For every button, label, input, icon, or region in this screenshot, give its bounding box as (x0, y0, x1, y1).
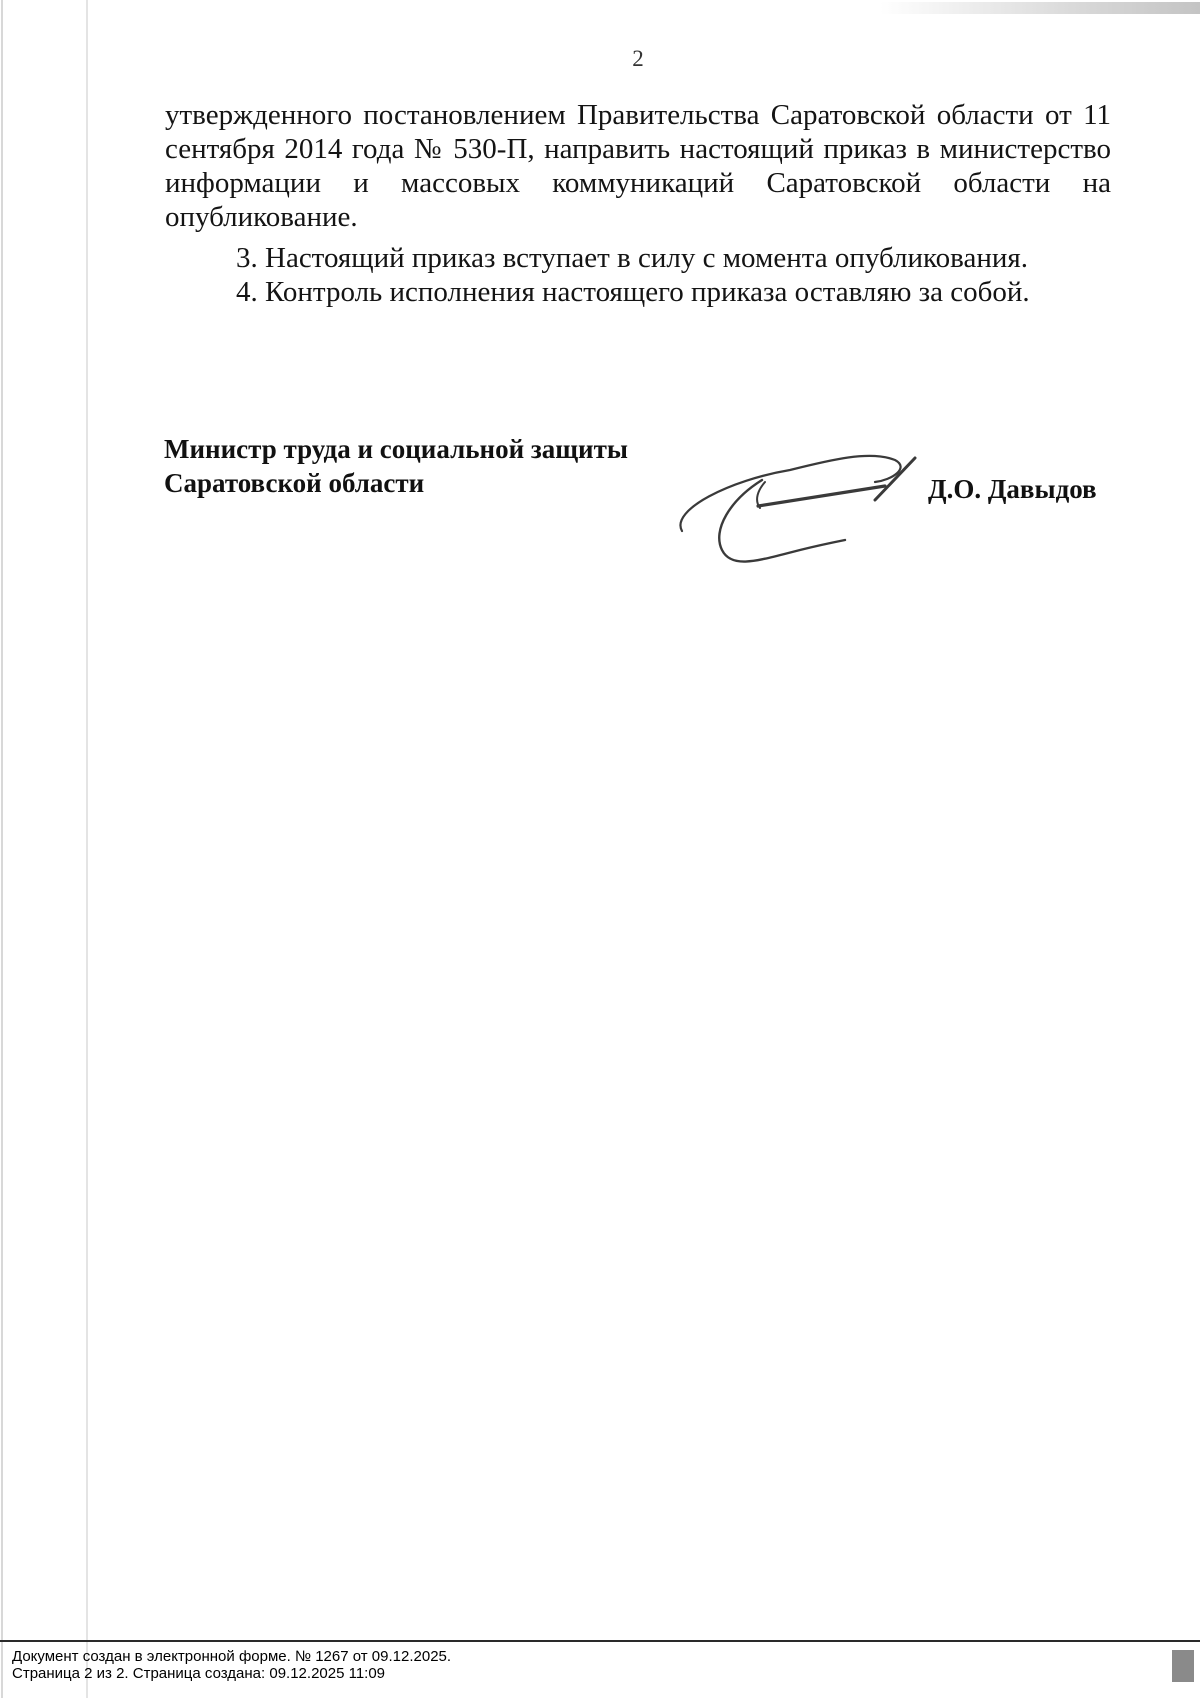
signature-stroke-loop (680, 456, 900, 531)
scan-top-smudge (880, 2, 1200, 14)
signatory-title-line-2: Саратовской области (164, 468, 425, 498)
list-item-4: 4. Контроль исполнения настоящего приказа оставляю за собой. (236, 276, 1030, 308)
list-item-3: 3. Настоящий приказ вступает в силу с момента опубликования. (236, 242, 1028, 274)
footer-scan-mark (1172, 1650, 1194, 1682)
signature-stroke-hook (719, 480, 845, 562)
scan-edge-line-left (1, 0, 3, 1698)
footer-line-1: Документ создан в электронной форме. № 1267 от 09.12.2025. (12, 1648, 452, 1665)
footer-divider (0, 1640, 1200, 1642)
page-number: 2 (632, 46, 644, 71)
signatory-title (164, 432, 628, 500)
handwritten-signature (670, 430, 950, 590)
signature-stroke-dash (758, 486, 885, 506)
paragraph-continuation: утвержденного постановлением Правительства Саратовской области от 11 сентября 2014 года № 530-П, направить настоящий приказ в министерство информации и массовых коммуникаций Саратовской области на опубликование. (165, 99, 1111, 233)
footer-line-2: Страница 2 из 2. Страница создана: 09.12.2025 11:09 (12, 1665, 386, 1682)
scan-edge-line-fold (86, 0, 88, 1698)
footer-note (12, 1648, 451, 1682)
signatory-title-line-1: Министр труда и социальной защиты (164, 434, 628, 464)
signatory-name: Д.О. Давыдов (928, 474, 1097, 504)
signature-stroke-tick (875, 458, 915, 500)
